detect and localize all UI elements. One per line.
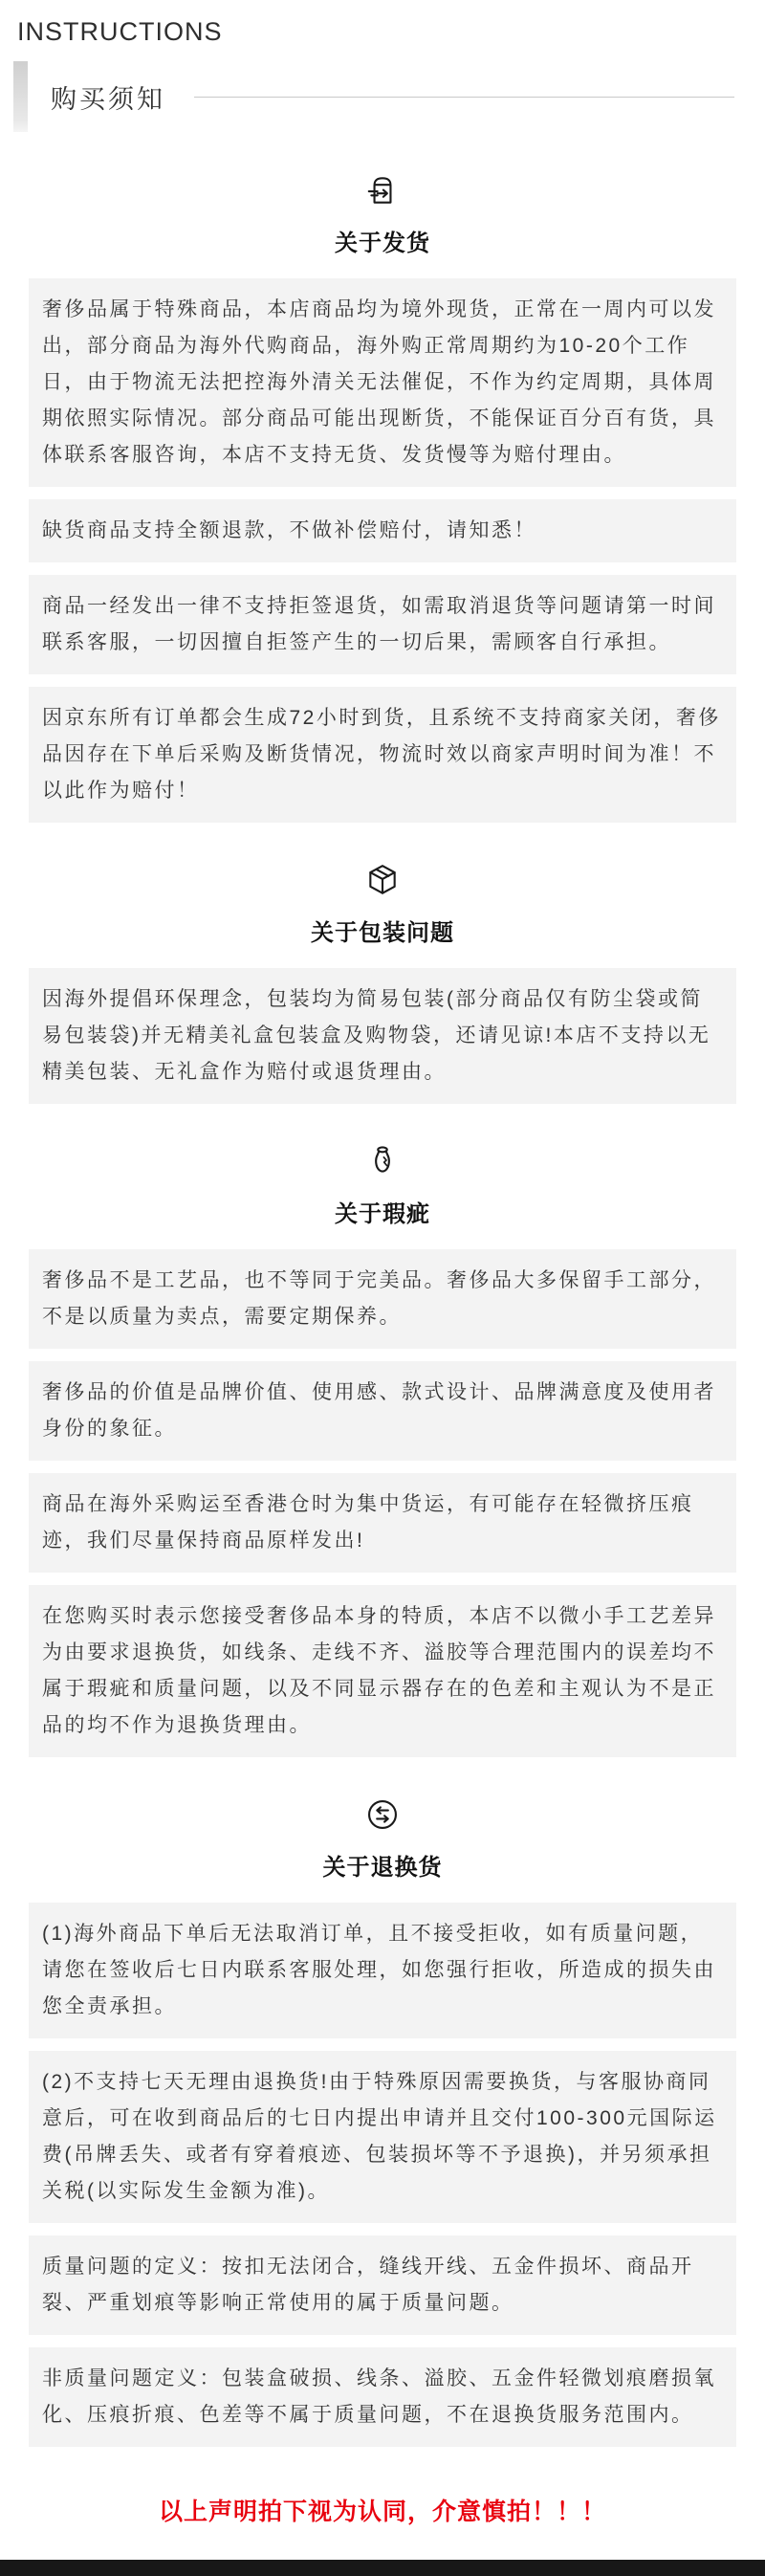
page-title: 购买须知 xyxy=(51,84,165,114)
section-shipping xyxy=(0,171,765,823)
footer-warning-text: 以上声明拍下视为认同，介意慎拍！！！ xyxy=(158,2499,606,2525)
notice-paragraph: 奢侈品不是工艺品，也不等同于完美品。奢侈品大多保留手工部分，不是以质量为卖点，需要定期保养。 xyxy=(29,1249,736,1349)
cracked-vase-icon xyxy=(364,1142,401,1180)
notice-paragraph: 因京东所有订单都会生成72小时到货，且系统不支持商家关闭，奢侈品因存在下单后采购及断货情况，物流时效以商家声明时间为准！不以此作为赔付！ xyxy=(29,687,736,823)
title-accent-bar xyxy=(13,61,28,132)
notice-paragraph: 缺货商品支持全额退款，不做补偿赔付，请知悉！ xyxy=(29,499,736,562)
section-packaging xyxy=(0,861,765,1104)
notice-paragraph: (1)海外商品下单后无法取消订单，且不接受拒收，如有质量问题，请您在签收后七日内联系客服处理，如您强行拒收，所造成的损失由您全责承担。 xyxy=(29,1903,736,2038)
exchange-arrows-icon xyxy=(364,1795,401,1834)
package-cube-icon xyxy=(364,861,401,899)
page-title-row xyxy=(13,60,765,133)
bottom-bar xyxy=(0,2560,765,2576)
instructions-eyebrow: INSTRUCTIONS xyxy=(17,17,223,46)
notice-paragraph: 在您购买时表示您接受奢侈品本身的特质，本店不以微小手工艺差异为由要求退换货，如线条、走线不齐、溢胶等合理范围内的误差均不属于瑕疵和质量问题，以及不同显示器存在的色差和主观认为不是正品的均不作为退换货理由。 xyxy=(29,1585,736,1757)
notice-paragraph: 商品一经发出一律不支持拒签退货，如需取消退货等问题请第一时间联系客服，一切因擅自拒签产生的一切后果，需顾客自行承担。 xyxy=(29,575,736,674)
section-flaws xyxy=(0,1142,765,1757)
section-heading-packaging: 关于包装问题 xyxy=(311,920,454,946)
section-heading-flaws: 关于瑕疵 xyxy=(335,1201,430,1227)
section-heading-shipping: 关于发货 xyxy=(335,231,430,256)
notice-paragraph: 奢侈品属于特殊商品，本店商品均为境外现货，正常在一周内可以发出，部分商品为海外代购商品，海外购正常周期约为10-20个工作日，由于物流无法把控海外清关无法催促，不作为约定周期，具体周期依照实际情况。部分商品可能出现断货，不能保证百分百有货，具体联系客服咨询，本店不支持无货、发货慢等为赔付理由。 xyxy=(29,278,736,487)
notice-paragraph: 非质量问题定义：包装盒破损、线条、溢胶、五金件轻微划痕磨损氧化、压痕折痕、色差等不属于质量问题，不在退换货服务范围内。 xyxy=(29,2347,736,2447)
notice-paragraph: 商品在海外采购运至香港仓时为集中货运，有可能存在轻微挤压痕迹，我们尽量保持商品原样发出! xyxy=(29,1473,736,1573)
notice-paragraph: (2)不支持七天无理由退换货!由于特殊原因需要换货，与客服协商同意后，可在收到商品后的七日内提出申请并且交付100-300元国际运费(吊牌丢失、或者有穿着痕迹、包装损坏等不予退换)，并另须承担关税(以实际发生金额为准)。 xyxy=(29,2051,736,2223)
title-divider-line xyxy=(194,97,734,98)
notice-paragraph: 质量问题的定义：按扣无法闭合，缝线开线、五金件损坏、商品开裂、严重划痕等影响正常使用的属于质量问题。 xyxy=(29,2235,736,2335)
section-heading-returns: 关于退换货 xyxy=(322,1855,443,1881)
notice-paragraph: 奢侈品的价值是品牌价值、使用感、款式设计、品牌满意度及使用者身份的象征。 xyxy=(29,1361,736,1461)
section-returns xyxy=(0,1795,765,2447)
notice-paragraph: 因海外提倡环保理念，包装均为简易包装(部分商品仅有防尘袋或简易包装袋)并无精美礼盒包装盒及购物袋，还请见谅!本店不支持以无精美包装、无礼盒作为赔付或退货理由。 xyxy=(29,968,736,1104)
shipping-box-arrow-icon xyxy=(364,171,401,209)
